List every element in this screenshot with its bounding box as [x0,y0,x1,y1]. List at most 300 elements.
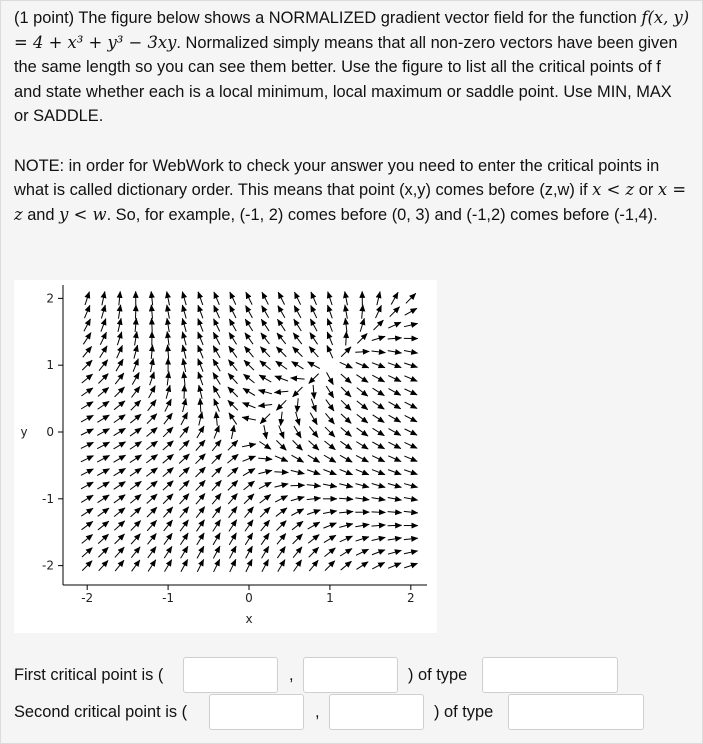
gradient-arrow [309,347,318,358]
gradient-arrow [182,318,186,331]
gradient-arrow [372,442,384,449]
gradient-arrow [146,441,157,449]
gradient-arrow [230,546,237,558]
x-tick-label: -2 [81,591,94,605]
first-point-x-input[interactable] [183,657,278,693]
gradient-arrow [163,481,173,490]
gradient-arrow [213,332,220,344]
gradient-arrow [196,520,204,532]
gradient-arrow [196,507,205,518]
gradient-arrow [131,508,141,517]
gradient-arrow [148,533,157,544]
gradient-arrow [372,562,384,569]
gradient-arrow [230,292,236,305]
gradient-arrow [81,495,93,502]
gradient-arrow [164,413,173,424]
gradient-arrow [326,400,334,411]
gradient-arrow [228,467,239,476]
gradient-arrow [372,351,386,353]
gradient-arrow [404,484,417,488]
gradient-arrow [291,455,303,462]
gradient-arrow [372,375,384,382]
gradient-arrow [405,415,417,421]
y-tick-label: 1 [46,358,54,373]
gradient-arrow [274,391,288,392]
gradient-arrow [229,533,236,545]
gradient-arrow [132,372,139,384]
gradient-arrow [167,305,170,319]
gradient-arrow [276,508,287,517]
gradient-arrow [356,469,369,474]
gradient-arrow [328,292,332,305]
gradient-arrow [151,358,154,372]
y-tick-label: -1 [42,491,54,506]
gradient-arrow [341,428,352,437]
gradient-arrow [262,306,269,318]
gradient-arrow [243,388,255,395]
gradient-arrow [340,455,352,462]
gradient-arrow [246,559,252,572]
gradient-arrow [279,426,284,439]
gradient-arrow [147,507,157,517]
second-point-type-input[interactable] [508,694,644,730]
gradient-arrow [200,398,201,412]
gradient-arrow [404,511,418,513]
gradient-arrow [82,548,92,557]
gradient-arrow [360,318,364,331]
gradient-arrow [245,319,252,331]
y-tick-label: 2 [46,291,54,306]
gradient-arrow [151,345,152,359]
gradient-arrow [388,351,402,353]
gradient-arrow [404,376,417,381]
gradient-arrow [242,417,256,420]
gradient-arrow [356,484,370,488]
gradient-arrow [196,493,205,504]
gradient-arrow [228,373,237,383]
gradient-arrow [115,373,124,384]
gradient-arrow [243,468,255,475]
gradient-arrow [180,507,189,518]
gradient-arrow [356,537,369,541]
gradient-arrow [313,385,314,399]
gradient-arrow [244,494,254,504]
gradient-arrow [181,560,188,572]
gradient-arrow [308,362,320,369]
gradient-arrow [229,507,237,518]
gradient-arrow [133,359,138,372]
gradient-arrow [198,359,203,372]
gradient-arrow [81,469,93,475]
gradient-arrow [377,292,380,306]
gradient-arrow [246,546,253,558]
gradient-arrow [294,319,301,331]
gradient-arrow [261,520,270,531]
gradient-arrow [339,484,353,487]
gradient-arrow [180,520,188,531]
gradient-arrow [258,458,272,459]
gradient-arrow [99,360,108,371]
gradient-arrow [81,402,93,409]
gradient-arrow [340,362,353,368]
gradient-arrow [357,428,368,436]
gradient-arrow [323,469,336,474]
gradient-arrow [197,546,204,558]
gradient-arrow [228,400,238,410]
gradient-arrow [371,525,385,526]
gradient-arrow [119,291,120,305]
gradient-arrow [81,482,93,489]
gradient-arrow [183,358,186,372]
gradient-arrow [229,520,237,532]
gradient-arrow [406,293,416,303]
gradient-arrow [228,440,238,450]
gradient-arrow [212,480,221,490]
gradient-arrow [404,470,417,475]
gradient-arrow [245,533,252,545]
x-axis-label: x [245,612,253,626]
gradient-arrow [101,319,106,332]
gradient-arrow [341,414,351,424]
gradient-arrow [198,319,203,332]
gradient-arrow [276,400,286,410]
gradient-arrow [116,359,123,371]
gradient-arrow [130,494,141,503]
gradient-arrow [388,363,401,368]
gradient-arrow [372,498,386,500]
gradient-arrow [325,413,334,424]
gradient-arrow [132,560,140,571]
gradient-arrow [372,550,385,555]
gradient-arrow [198,305,203,318]
gradient-arrow [405,429,418,435]
gradient-arrow [179,454,189,464]
gradient-arrow [308,455,320,462]
gradient-arrow [82,374,93,383]
gradient-arrow [373,388,385,395]
second-critical-point-label: Second critical point is ( [14,703,188,721]
gradient-arrow [294,560,302,572]
gradient-arrow [212,454,222,464]
gradient-arrow [82,561,92,571]
gradient-arrow [277,547,285,559]
gradient-arrow [231,425,234,439]
gradient-arrow [131,521,141,531]
gradient-arrow [261,333,270,344]
gradient-arrow [196,440,205,451]
gradient-arrow [327,332,332,345]
gradient-arrow [260,361,271,370]
y-tick-label: -2 [42,558,54,573]
gradient-arrow [325,561,335,571]
gradient-arrow [259,482,271,488]
gradient-arrow [212,440,221,451]
note-and: and [22,205,60,224]
gradient-arrow [98,387,109,396]
gradient-arrow [327,345,333,358]
gradient-arrow [357,401,368,410]
gradient-arrow [130,428,141,436]
gradient-arrow [213,520,221,532]
note-example: . So, for example, (-1, 2) comes before (0, 3) and (-1,2) comes before (-1,4). [106,205,658,224]
gradient-arrow [81,508,93,516]
gradient-arrow [388,389,400,396]
gradient-arrow [98,495,110,503]
gradient-arrow [97,429,109,436]
gradient-arrow [277,533,286,544]
gradient-arrow [146,455,157,463]
gradient-arrow [98,401,110,409]
ordering-note [14,154,690,228]
gradient-arrow [345,305,347,319]
gradient-arrow [291,497,304,501]
vector-field-plot [14,280,437,633]
gradient-arrow [148,400,157,411]
gradient-arrow [117,332,121,345]
gradient-arrow [180,427,189,438]
gradient-arrow [291,378,305,379]
gradient-arrow [163,441,174,450]
gradient-arrow [214,319,220,332]
gradient-arrow [82,534,93,543]
gradient-arrow [198,292,203,305]
gradient-arrow [114,442,126,449]
gradient-arrow [310,413,317,425]
gradient-arrow [168,345,169,359]
gradient-arrow [115,560,124,571]
gradient-arrow [213,533,220,545]
gradient-arrow [131,547,140,558]
gradient-arrow [229,333,236,345]
gradient-arrow [213,386,220,398]
gradient-arrow [181,412,188,424]
gradient-arrow [97,482,109,489]
gradient-arrow [309,374,319,384]
gradient-arrow [131,386,140,397]
gradient-arrow [404,551,418,554]
gradient-arrow [357,334,367,344]
gradient-arrow [152,318,153,332]
gradient-arrow [260,414,270,424]
gradient-arrow [405,402,417,408]
gradient-arrow [309,427,318,438]
gradient-arrow [292,361,304,368]
gradient-arrow [323,523,336,528]
gradient-arrow [230,559,236,572]
gradient-arrow [308,522,320,529]
gradient-arrow [388,322,401,328]
gradient-arrow [115,547,124,557]
gradient-arrow [262,292,268,304]
gradient-arrow [134,345,138,359]
gradient-arrow [164,560,171,572]
gradient-arrow [130,481,141,489]
gradient-arrow [181,546,188,558]
gradient-arrow [388,376,401,382]
gradient-arrow [244,360,254,370]
gradient-arrow [281,412,283,426]
gradient-arrow [339,524,353,528]
gradient-arrow [179,440,189,450]
gradient-arrow [324,548,335,557]
of-type-label: ) of type [434,703,494,721]
second-point-x-input[interactable] [209,694,304,730]
gradient-arrow [212,507,220,518]
gradient-arrow [180,494,189,504]
gradient-arrow [278,292,284,304]
gradient-arrow [246,306,253,318]
gradient-arrow [372,363,385,368]
gradient-arrow [197,559,203,571]
gradient-arrow [151,291,153,305]
gradient-arrow [229,346,237,357]
intro-text: (1 point) The figure below shows a NORMALIZED gradient vector field for the function [14,9,642,27]
gradient-arrow [214,426,219,439]
gradient-arrow [214,292,219,305]
gradient-arrow [213,373,220,385]
gradient-arrow [278,306,285,318]
gradient-arrow [307,485,321,487]
second-point-y-input[interactable] [329,694,424,730]
gradient-arrow [83,346,92,357]
gradient-arrow [214,305,220,318]
gradient-arrow [341,400,351,410]
gradient-arrow [147,428,158,437]
gradient-arrow [81,429,94,435]
gradient-arrow [151,305,152,319]
gradient-arrow [100,332,106,345]
gradient-arrow [260,495,271,504]
gradient-arrow [146,468,157,477]
gradient-arrow [115,534,125,544]
gradient-arrow [388,563,401,568]
first-point-y-input[interactable] [303,657,398,693]
gradient-arrow [292,521,303,530]
answer-row-1 [14,657,654,693]
gradient-arrow [311,292,316,305]
gradient-arrow [339,512,353,513]
gradient-arrow [149,386,156,398]
gradient-arrow [198,345,203,358]
gradient-arrow [356,549,369,555]
gradient-arrow [82,360,92,370]
gradient-arrow [98,374,108,384]
gradient-arrow [388,512,402,513]
problem-text [14,6,690,227]
order-condition-1: x < z [592,180,635,200]
gradient-arrow [373,401,385,409]
gradient-arrow [324,441,335,450]
gradient-arrow [164,546,172,558]
gradient-arrow [310,333,318,345]
gradient-arrow [372,484,385,488]
gradient-arrow [213,546,220,558]
gradient-arrow [328,305,333,318]
gradient-arrow [130,468,142,476]
gradient-arrow [390,307,400,317]
gradient-arrow [163,507,172,517]
gradient-arrow [262,546,269,558]
gradient-arrow [114,468,126,475]
gradient-arrow [293,534,303,544]
gradient-arrow [356,375,368,383]
gradient-arrow [346,331,347,345]
gradient-arrow [388,484,401,488]
gradient-arrow [324,535,336,542]
gradient-arrow [245,346,254,357]
gradient-arrow [261,533,269,545]
gradient-arrow [84,305,89,318]
x-tick-label: 0 [245,591,253,605]
first-point-type-input[interactable] [482,657,618,693]
gradient-arrow [388,498,402,501]
gradient-arrow [97,415,109,422]
gradient-arrow [276,521,286,531]
gradient-arrow [323,511,337,514]
gradient-arrow [114,482,126,490]
gradient-arrow [372,456,385,462]
gradient-arrow [114,428,126,435]
gradient-arrow [183,398,186,412]
gradient-arrow [114,495,125,503]
gradient-arrow [212,493,221,504]
gradient-arrow [81,442,94,448]
gradient-arrow [294,426,301,438]
x-tick-label: 1 [326,591,334,605]
gradient-arrow [372,336,385,340]
gradient-arrow [167,292,170,306]
gradient-arrow [276,440,286,450]
gradient-arrow [230,306,236,318]
gradient-arrow [389,429,401,436]
gradient-arrow [404,442,417,448]
gradient-arrow [242,444,256,447]
gradient-arrow [326,386,333,398]
gradient-arrow [297,398,298,412]
gradient-arrow [340,536,353,542]
gradient-arrow [118,318,121,332]
order-condition-3: y < w [59,204,107,224]
gradient-arrow [214,399,220,412]
gradient-arrow [275,484,289,487]
gradient-arrow [147,481,158,490]
gradient-arrow [388,550,401,554]
gradient-arrow [355,524,369,526]
gradient-arrow [258,405,272,407]
gradient-arrow [404,363,417,367]
function-name: f(x, y) [641,8,690,27]
note-text: NOTE: in order for WebWork to check your answer you need to enter the critical points in what is called dictionary order. This means that point (x,y) comes before (z,w) if [14,156,660,200]
gradient-arrow [309,547,319,557]
gradient-arrow [81,415,93,422]
gradient-arrow [114,415,125,423]
gradient-arrow [293,440,303,450]
gradient-arrow [243,456,256,461]
gradient-arrow [307,510,320,515]
gradient-arrow [114,401,125,410]
gradient-arrow [340,549,352,556]
gradient-arrow [213,359,220,371]
gradient-arrow [213,346,220,358]
gradient-arrow [391,292,398,304]
gradient-arrow [114,521,124,530]
gradient-arrow [404,497,418,500]
gradient-arrow [228,481,238,491]
gradient-arrow [182,332,186,345]
gradient-arrow [291,509,303,516]
gradient-arrow [150,372,155,385]
gradient-arrow [81,456,94,462]
